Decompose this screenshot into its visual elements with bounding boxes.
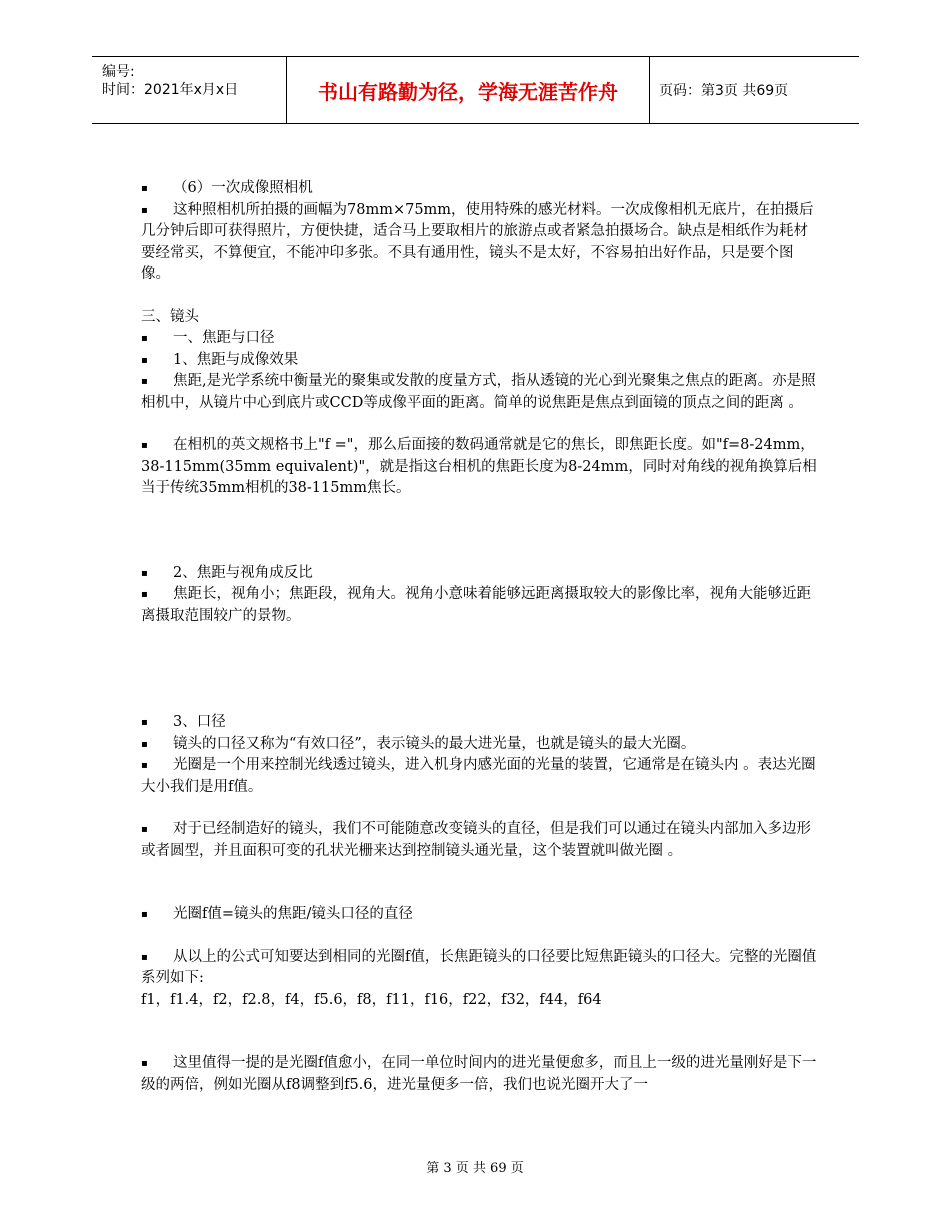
- document-body: [141, 178, 821, 1096]
- paragraph: ▪ 光圈是一个用来控制光线透过镜头，进入机身内感光面的光量的装置，它通常是在镜头内 。表达光圈大小我们是用f值。: [141, 755, 821, 798]
- paragraph: ▪ 在相机的英文规格书上"f ="，那么后面接的数码通常就是它的焦长，即焦距长度。如"f=8-24mm，38-115mm(35mm equivalent)"，就是指这台相机的焦距长度为8-24mm，同时对角线的视角换算后相当于传统35mm相机的38-115mm焦长。: [141, 435, 821, 500]
- paragraph: ▪ 镜头的口径又称为“有效口径”，表示镜头的最大进光量，也就是镜头的最大光圈。: [141, 734, 821, 756]
- header-motto: 书山有路勤为径，学海无涯苦作舟: [287, 57, 650, 123]
- subsection-heading: ▪ 3、口径: [141, 712, 821, 734]
- paragraph: ▪ 对于已经制造好的镜头，我们不可能随意改变镜头的直径，但是我们可以通过在镜头内部加入多边形或者圆型，并且面积可变的孔状光栅来达到控制镜头通光量，这个装置就叫做光圈 。: [141, 819, 821, 862]
- header-page-info: 页码：第3页 共69页: [659, 83, 789, 99]
- header-meta: [92, 57, 287, 123]
- aperture-series: f1，f1.4，f2，f2.8，f4，f5.6，f8，f11，f16，f22，f32，f44，f64: [141, 991, 602, 1008]
- paragraph: ▪ 焦距长，视角小；焦距段，视角大。视角小意味着能够远距离摄取较大的影像比率，视角大能够近距离摄取范围较广的景物。: [141, 584, 821, 627]
- subsection-heading: ▪ 1、焦距与成像效果: [141, 350, 821, 372]
- paragraph: ▪ 从以上的公式可知要达到相同的光圈f值，长焦距镜头的口径要比短焦距镜头的口径大。完整的光圈值系列如下:: [141, 947, 821, 990]
- paragraph: ▪ 这种照相机所拍摄的画幅为78mm×75mm，使用特殊的感光材料。一次成像相机无底片，在拍摄后几分钟后即可获得照片，方便快捷，适合马上要取相片的旅游点或者紧急拍摄场合。缺点是相纸作为耗材要经常买，不算便宜，不能冲印多张。不具有通用性，镜头不是太好，不容易拍出好作品，只是要个图像。: [141, 200, 821, 286]
- formula: ▪ 光圈f值=镜头的焦距/镜头口径的直径: [141, 904, 821, 926]
- section-heading: ▪ 一、焦距与口径: [141, 328, 821, 350]
- paragraph: ▪ 焦距,是光学系统中衡量光的聚集或发散的度量方式，指从透镜的光心到光聚集之焦点的距离。亦是照相机中，从镜片中心到底片或CCD等成像平面的距离。简单的说焦距是焦点到面镜的顶点之间的距离 。: [141, 371, 821, 414]
- document-number-label: 编号:: [102, 64, 135, 80]
- subsection-heading: ▪ 2、焦距与视角成反比: [141, 563, 821, 585]
- section-heading: ▪ （6）一次成像照相机: [141, 178, 821, 200]
- chapter-heading: 三、镜头: [141, 308, 199, 325]
- paragraph: ▪ 这里值得一提的是光圈f值愈小，在同一单位时间内的进光量便愈多，而且上一级的进光量刚好是下一级的两倍，例如光圈从f8调整到f5.6，进光量便多一倍，我们也说光圈开大了一: [141, 1053, 821, 1096]
- page-header: [92, 56, 859, 124]
- page-footer: 第 3 页 共 69 页: [426, 1161, 524, 1176]
- document-date: 时间：2021年x月x日: [102, 82, 239, 98]
